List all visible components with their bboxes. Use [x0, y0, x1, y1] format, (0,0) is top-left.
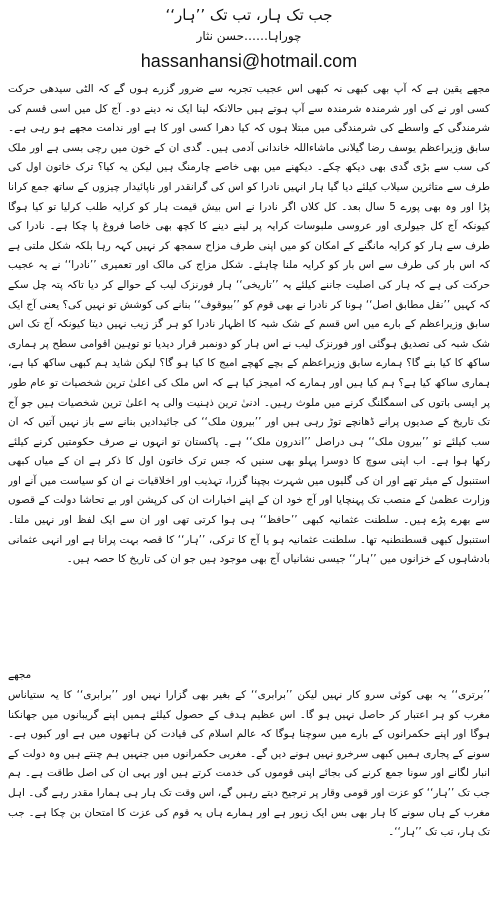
column-byline: چوراہا……حسن نثار — [196, 29, 302, 43]
column-title: جب تک ہار، تب تک ’’ہار‘‘ — [165, 6, 333, 24]
column-paragraph-1: مجھے یقین ہے کہ آپ بھی کبھی نہ کبھی اس عجیب تجربہ سے ضرور گزرے ہوں گے کہ الٹی سیدھی حرکت کسی اور نے کی اور شرمندہ شرمندہ سے آپ ہوتے ہیں حالانکہ لینا ایک نہ دینے دو۔ آج کل میں اسی قسم کی شرمندگی کے واسطے کی شرمندگی میں مبتلا ہوں کہ کیا دھرا کسی اور کا ہے اور ندامت مجھے ہو رہی ہے۔ سابق وزیراعظم یوسف رضا گیلانی ماشاءاللہ خاندانی آدمی ہیں۔ گدی ان کے خون میں رچی بسی ہے اور ملک کی سب سے بڑی گدی بھی دیکھ چکے۔ دیکھنے میں بھی خاصے چارمنگ ہیں لیکن یہ کیا؟ ترک خاتون اول کی طرف سے متاثرین سیلاب کیلئے دیا گیا ہار انہیں نادرا کو اس کی گرانقدر اور ناپائیدار چیزوں کے ساتھ جمع کرانا پڑا اور وہ بھی پورے 5 سال بعد۔ کل کلاں اگر نادرا نے اس بیش قیمت ہار کو کرایہ طلب کرلیا تو کیا ہوگا کیونکہ آج کل جیولری اور عروسی ملبوسات کرایہ پر لینے دینے کا کچھ بھی خاصا فروغ پا چکا ہے۔ نادرا کی طرف سے ہار کو کرایہ مانگنے کے امکان کو میں اپنی طرف مزاح سمجھ کر نہیں کہہ رہا بلکہ شکل ملتی ہے کہ اس بار کی طرف سے اس بار کو کرایہ ملنا چاہئے۔ شکل مزاج کی مالک اور تعمیری ’’نادرا‘‘ نے یہ عجیب حرکت کی ہے کہ ہار کی اصلیت جاننے کیلئے یہ ’’تاریخی‘‘ ہار فورنزک لیب کے حوالے کر دیا تاکہ پتہ چل سکے کہ کہیں ’’نقل مطابق اصل‘‘ ہونا کر نادرا نے بھی قوم کو ’’بیوقوف‘‘ بنانے کی کوشش تو نہیں کی؟ یعنی آج ایک سابق وزیراعظم کے بارے میں اس قسم کے شک شبہ کا اظہار نادرا کو ہر گز زیب نہیں دیتا کیونکہ آج تک اس شک شبہ کی تصدیق ہوگئی اور فورنزک لیب نے اس ہار کو دونمبر قرار دیدیا تو توہین اقوامی سطح پر ہماری ساکھ کا کیا بنے گا؟ ہمارے سابق وزیراعظم کے بچے کھچے امیج کا کیا ہو گا؟ لیکن شاید ہم کبھی ساکھ کیا ہے، ہماری ساکھ کیا ہے؟ ہم کیا ہیں اور ہمارے کہ امیجز کیا ہے کہ اس ملک کی اعلیٰ ترین شخصیات تو عام طور پر ایسی باتوں کی اسمگلنگ کرنے میں ملوث رہیں۔ ادنیٰ ترین ذہنیت والی یہ اعلیٰ ترین شخصیات ہیں جو آج تک تاریخ کے صدیوں پرانے ڈھانچے توڑ رہی ہیں اور ’’بیرون ملک‘‘ کی جائیدادیں بنانے سے باز نہیں آتیں کہ ان سب کیلئے تو ’’بیرون ملک‘‘ ہی دراصل ’’اندرون ملک‘‘ ہے۔ پاکستان تو انہوں نے صرف حکومتیں کرنے کیلئے رکھا ہوا ہے۔ اب اپنی سوچ کا دوسرا پہلو بھی سنیں کہ جس ترک خاتون اول کا ذکر ہے ان کے میاں کبھی استنبول کے میئر تھے اور ان کی گلیوں میں شہرت بچپنا گزرا، تہذیب اور اخلاقیات نے ان کو سیاست میں آنے اور وزارت عظمیٰ کے منصب تک پہنچایا اور آج خود ان کے اپنے اخبارات ان کی کرپشن اور بے تحاشا دولت کے قصوں سے بھرے پڑے ہیں۔ سلطنت عثمانیہ کبھی ’’حافظ‘‘ ہی ہوا کرتی تھی اور ان سے ایک لفظ اور نہیں ملتا۔ استنبول کبھی قسطنطنیہ تھا۔ سلطنت عثمانیہ ہو یا آج کا ترکی، ’’ہار‘‘ کا قصہ بہت پرانا ہے اور انہی عثمانی بادشاہوں کے خزانوں میں ’’ہار‘‘ جیسی نشانیاں آج بھی موجود ہیں جو ان کی تاریخ کا حصہ ہیں۔ — [8, 83, 490, 566]
column-paragraph-2: ’’برتری‘‘ یہ بھی کوئی سرو کار نہیں لیکن ’’برابری‘‘ کے بغیر بھی گزارا نہیں اور ’’برابری‘‘ کا یہ ستیاناس مغرب کو ہر اعتبار کر حاصل نہیں ہو گا۔ اس عظیم ہدف کے حصول کیلئے ہمیں اپنے گریبانوں میں جھانکنا ہوگا اور اپنے حکمرانوں کے بارے میں سوچنا ہوگا کہ عالم اسلام کی قیادت کن ہاتھوں میں ہے اور کیوں ہے۔ سونے کے پجاری ہمیں کبھی سرخرو نہیں ہونے دیں گے۔ مغربی حکمرانوں میں جنہیں ہم چنتے ہیں وہ دولت کے انبار لگانے اور سونا جمع کرنے کی بجائے اپنی قوموں کی خدمت کرتے ہیں اور یہی ان کی اصل طاقت ہے۔ ہم جب تک ’’ہار‘‘ کو عزت اور قومی وقار پر ترجیح دیتے رہیں گے، اس وقت تک ہار ہی ہمارا مقدر رہے گی۔ اہل مغرب کے ہاں سونے کا ہار بھی بس ایک زیور ہے اور ہمارے ہاں یہ قوم کی عزت کا امتحان بن چکا ہے۔ جب تک ہار، تب تک ’’ہار‘‘۔ — [8, 689, 490, 839]
author-email: hassanhansi@hotmail.com — [140, 51, 358, 71]
column-body — [8, 80, 490, 900]
paragraph-closing-word: مجھے — [8, 669, 32, 682]
